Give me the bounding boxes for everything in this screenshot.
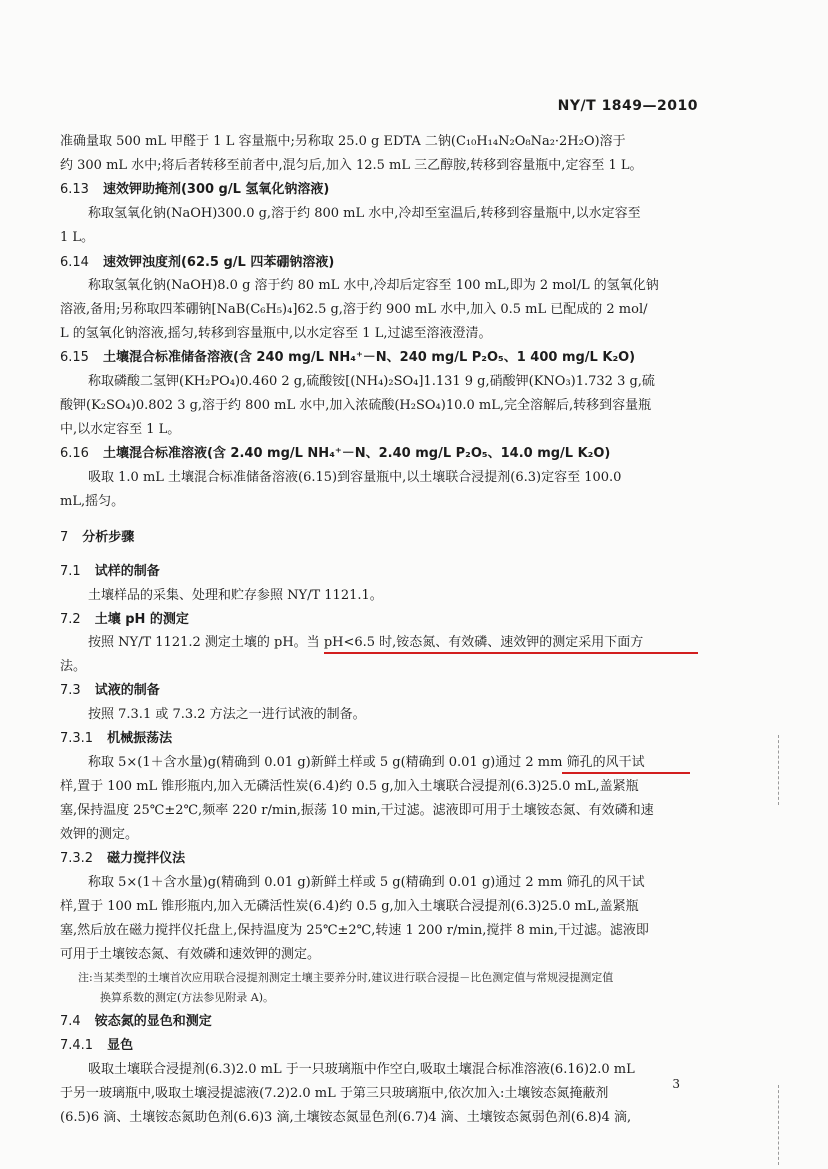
paragraph-line: 塞,保持温度 25℃±2℃,频率 220 r/min,振荡 10 min,干过滤。滤液即可用于土壤铵态氮、有效磷和速 xyxy=(60,803,654,818)
paragraph-line: 于另一玻璃瓶中,吸取土壤浸提滤液(7.2)2.0 mL 于第三只玻璃瓶中,依次加入:土壤铵态氮掩蔽剂 xyxy=(60,1086,609,1101)
paragraph-line: 可用于土壤铵态氮、有效磷和速效钾的测定。 xyxy=(60,947,321,962)
section-number: 7.2 xyxy=(60,612,81,627)
paragraph-line: 约 300 mL 水中;将后者转移至前者中,混匀后,加入 12.5 mL 三乙醇胺,转移到容量瓶中,定容至 1 L。 xyxy=(60,158,643,173)
paragraph-line: 法。 xyxy=(60,659,87,674)
red-underline-annotation xyxy=(562,772,690,774)
standard-number: NY/T 1849—2010 xyxy=(557,98,698,114)
section-heading-6-16 xyxy=(60,444,610,463)
section-heading-7-4 xyxy=(60,1012,212,1031)
scan-edge-mark xyxy=(778,735,780,805)
paragraph-line: mL,摇匀。 xyxy=(60,494,125,509)
section-heading-7-1 xyxy=(60,562,160,581)
section-number: 7.4.1 xyxy=(60,1038,94,1053)
paragraph-line: 称取氢氧化钠(NaOH)8.0 g 溶于约 80 mL 水中,冷却后定容至 100 mL,即为 2 mol/L 的氢氧化钠 xyxy=(88,278,659,293)
section-number: 7 xyxy=(60,530,69,545)
paragraph-line: 按照 7.3.1 或 7.3.2 方法之一进行试液的制备。 xyxy=(88,707,366,722)
paragraph-line: 按照 NY/T 1121.2 测定土壤的 pH。当 pH<6.5 时,铵态氮、有效磷、速效钾的测定采用下面方 xyxy=(88,635,644,650)
paragraph-line: 塞,然后放在磁力搅拌仪托盘上,保持温度为 25℃±2℃,转速 1 200 r/min,搅拌 8 min,干过滤。滤液即 xyxy=(60,923,649,938)
paragraph-line: 称取 5×(1＋含水量)g(精确到 0.01 g)新鲜土样或 5 g(精确到 0.01 g)通过 2 mm 筛孔的风干试 xyxy=(88,755,645,770)
section-title: 土壤 pH 的测定 xyxy=(94,612,189,627)
paragraph-line: 称取磷酸二氢钾(KH₂PO₄)0.460 2 g,硫酸铵[(NH₄)₂SO₄]1.131 9 g,硝酸钾(KNO₃)1.732 3 g,硫 xyxy=(88,374,655,389)
section-heading-6-15 xyxy=(60,348,635,367)
paragraph-line: 称取 5×(1＋含水量)g(精确到 0.01 g)新鲜土样或 5 g(精确到 0.01 g)通过 2 mm 筛孔的风干试 xyxy=(88,875,645,890)
section-heading-7-3-2 xyxy=(60,849,185,868)
section-number: 7.3 xyxy=(60,683,81,698)
note-line: 换算系数的测定(方法参见附录 A)。 xyxy=(100,991,275,1004)
section-title: 机械振荡法 xyxy=(107,731,173,746)
paragraph-line: 土壤样品的采集、处理和贮存参照 NY/T 1121.1。 xyxy=(88,588,383,603)
paragraph-line: 样,置于 100 mL 锥形瓶内,加入无磷活性炭(6.4)约 0.5 g,加入土壤联合浸提剂(6.3)25.0 mL,盖紧瓶 xyxy=(60,779,639,794)
paragraph-line: 称取氢氧化钠(NaOH)300.0 g,溶于约 800 mL 水中,冷却至室温后,转移到容量瓶中,以水定容至 xyxy=(88,206,641,221)
paragraph-line: L 的氢氧化钠溶液,摇匀,转移到容量瓶中,以水定容至 1 L,过滤至溶液澄清。 xyxy=(60,326,492,341)
section-title: 土壤混合标准溶液(含 2.40 mg/L NH₄⁺－N、2.40 mg/L P₂O₅、14.0 mg/L K₂O) xyxy=(102,446,611,461)
note-line: 注:当某类型的土壤首次应用联合浸提剂测定土壤主要养分时,建议进行联合浸提－比色测定值与常规浸提测定值 xyxy=(78,971,614,984)
section-number: 7.4 xyxy=(60,1014,81,1029)
paragraph-line: 样,置于 100 mL 锥形瓶内,加入无磷活性炭(6.4)约 0.5 g,加入土壤联合浸提剂(6.3)25.0 mL,盖紧瓶 xyxy=(60,899,639,914)
section-heading-7-3 xyxy=(60,681,160,700)
section-number: 6.14 xyxy=(60,255,89,270)
section-heading-7-3-1 xyxy=(60,729,172,748)
section-title: 速效钾助掩剂(300 g/L 氢氧化钠溶液) xyxy=(102,182,330,197)
section-number: 6.16 xyxy=(60,446,89,461)
section-title: 试样的制备 xyxy=(94,564,160,579)
paragraph-line: (6.5)6 滴、土壤铵态氮助色剂(6.6)3 滴,土壤铵态氮显色剂(6.7)4 滴、土壤铵态氮弱色剂(6.8)4 滴, xyxy=(60,1110,632,1125)
paragraph-line: 酸钾(K₂SO₄)0.802 3 g,溶于约 800 mL 水中,加入浓硫酸(H₂SO₄)10.0 mL,完全溶解后,转移到容量瓶 xyxy=(60,398,652,413)
paragraph-line: 效钾的测定。 xyxy=(60,827,139,842)
section-number: 7.3.1 xyxy=(60,731,94,746)
section-number: 7.1 xyxy=(60,564,81,579)
section-title: 磁力搅拌仪法 xyxy=(107,851,186,866)
section-title: 分析步骤 xyxy=(82,530,135,545)
section-title: 试液的制备 xyxy=(94,683,160,698)
section-heading-7 xyxy=(60,528,134,547)
section-heading-7-4-1 xyxy=(60,1036,133,1055)
paragraph-line: 准确量取 500 mL 甲醛于 1 L 容量瓶中;另称取 25.0 g EDTA 二钠(C₁₀H₁₄N₂O₈Na₂·2H₂O)溶于 xyxy=(60,134,626,149)
section-heading-6-14 xyxy=(60,253,334,272)
section-heading-6-13 xyxy=(60,180,329,199)
paragraph-line: 吸取 1.0 mL 土壤混合标准储备溶液(6.15)到容量瓶中,以土壤联合浸提剂(6.3)定容至 100.0 xyxy=(88,470,622,485)
section-title: 铵态氮的显色和测定 xyxy=(94,1014,212,1029)
page-number: 3 xyxy=(672,1077,680,1091)
section-number: 6.13 xyxy=(60,182,89,197)
section-title: 速效钾浊度剂(62.5 g/L 四苯硼钠溶液) xyxy=(102,255,335,270)
section-number: 7.3.2 xyxy=(60,851,94,866)
paragraph-line: 中,以水定容至 1 L。 xyxy=(60,422,181,437)
paragraph-line: 1 L。 xyxy=(60,230,95,245)
paragraph-line: 吸取土壤联合浸提剂(6.3)2.0 mL 于一只玻璃瓶中作空白,吸取土壤混合标准溶液(6.16)2.0 mL xyxy=(88,1062,635,1077)
section-title: 显色 xyxy=(107,1038,134,1053)
section-number: 6.15 xyxy=(60,350,89,365)
red-underline-annotation xyxy=(324,652,698,654)
section-title: 土壤混合标准储备溶液(含 240 mg/L NH₄⁺－N、240 mg/L P₂O₅、1 400 mg/L K₂O) xyxy=(102,350,636,365)
scan-edge-mark xyxy=(778,1085,780,1165)
section-heading-7-2 xyxy=(60,610,189,629)
paragraph-line: 溶液,备用;另称取四苯硼钠[NaB(C₆H₅)₄]62.5 g,溶于约 900 mL 水中,加入 0.5 mL 已配成的 2 mol/ xyxy=(60,302,648,317)
